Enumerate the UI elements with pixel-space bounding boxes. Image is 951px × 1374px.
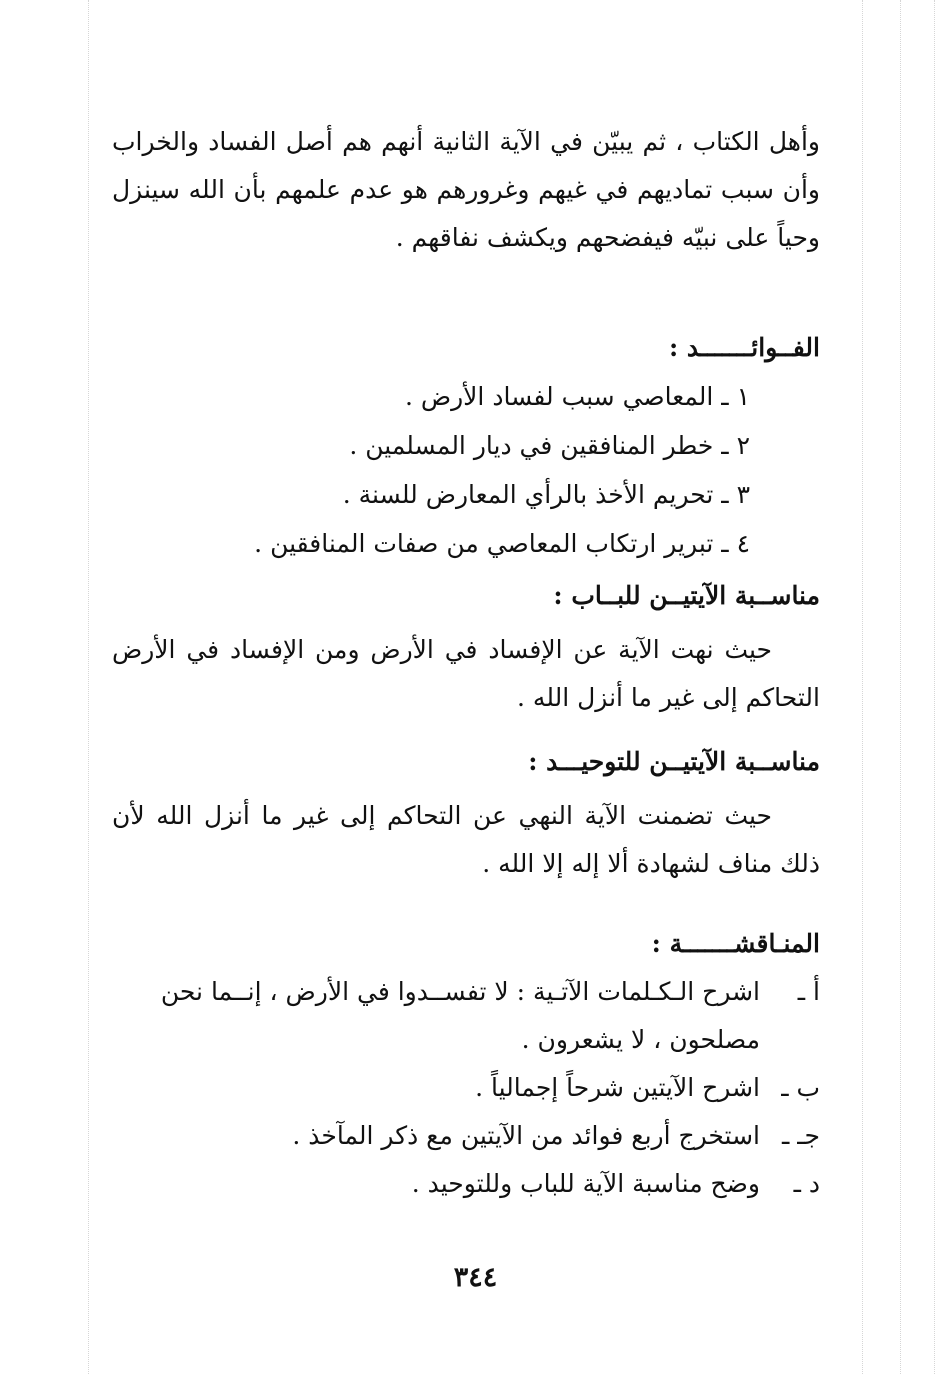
- scan-line: [900, 0, 901, 1374]
- relevance-tawhid-text: حيث تضمنت الآية النهي عن التحاكم إلى غير ما أنزل الله لأن ذلك مناف لشهادة ألا إله إلا الله .: [112, 801, 820, 878]
- question-letter: د ـ: [793, 1169, 820, 1198]
- list-item: ١ ـ المعاصي سبب لفساد الأرض .: [404, 382, 750, 411]
- list-item: ٢ ـ خطر المنافقين في ديار المسلمين .: [349, 431, 750, 460]
- benefits-heading: الفــوائـــــــد :: [668, 333, 820, 362]
- list-item: ٣ ـ تحريم الأخذ بالرأي المعارض للسنة .: [342, 480, 750, 509]
- page-number: ٣٤٤: [453, 1262, 498, 1293]
- relevance-tawhid-heading: مناســبة الآيتيــن للتوحيـــد :: [528, 747, 820, 776]
- question-text: وضح مناسبة الآية للباب وللتوحيد .: [411, 1169, 760, 1198]
- relevance-chapter-heading: مناســبة الآيتيــن للبــاب :: [553, 581, 820, 610]
- scan-line: [934, 0, 935, 1374]
- question-item: [112, 1160, 820, 1208]
- question-letter: ب ـ: [781, 1073, 820, 1102]
- discussion-heading: المنـاقشـــــــة :: [651, 929, 820, 958]
- benefits-list: [112, 372, 820, 568]
- scan-line: [88, 0, 89, 1374]
- question-item: [112, 1112, 820, 1160]
- page-content: [112, 118, 820, 1208]
- question-text: استخرج أربع فوائد من الآيتين مع ذكر المآخذ .: [292, 1121, 760, 1150]
- intro-paragraph: وأهل الكتاب ، ثم يبيّن في الآية الثانية أنهم هم أصل الفساد والخراب وأن سبب تماديهم في غيهم وغرورهم هو عدم علمهم بأن الله سينزل وحياً على نبيّه فيفضحهم ويكشف نفاقهم .: [112, 127, 820, 252]
- question-item: [112, 968, 820, 1064]
- question-text: اشرح الآيتين شرحاً إجمالياً .: [475, 1073, 760, 1102]
- scan-line: [862, 0, 863, 1374]
- relevance-chapter-text: حيث نهت الآية عن الإفساد في الأرض ومن الإفساد في الأرض التحاكم إلى غير ما أنزل الله .: [112, 635, 820, 712]
- discussion-questions: [112, 968, 820, 1208]
- list-item: ٤ ـ تبرير ارتكاب المعاصي من صفات المنافقين .: [254, 529, 750, 558]
- question-text: اشرح الـكـلمات الآتـية : لا تفســدوا في الأرض ، إنــما نحن مصلحون ، لا يشعرون .: [160, 977, 760, 1054]
- question-letter: جـ ـ: [781, 1121, 820, 1150]
- question-item: [112, 1064, 820, 1112]
- question-letter: أ ـ: [797, 977, 820, 1006]
